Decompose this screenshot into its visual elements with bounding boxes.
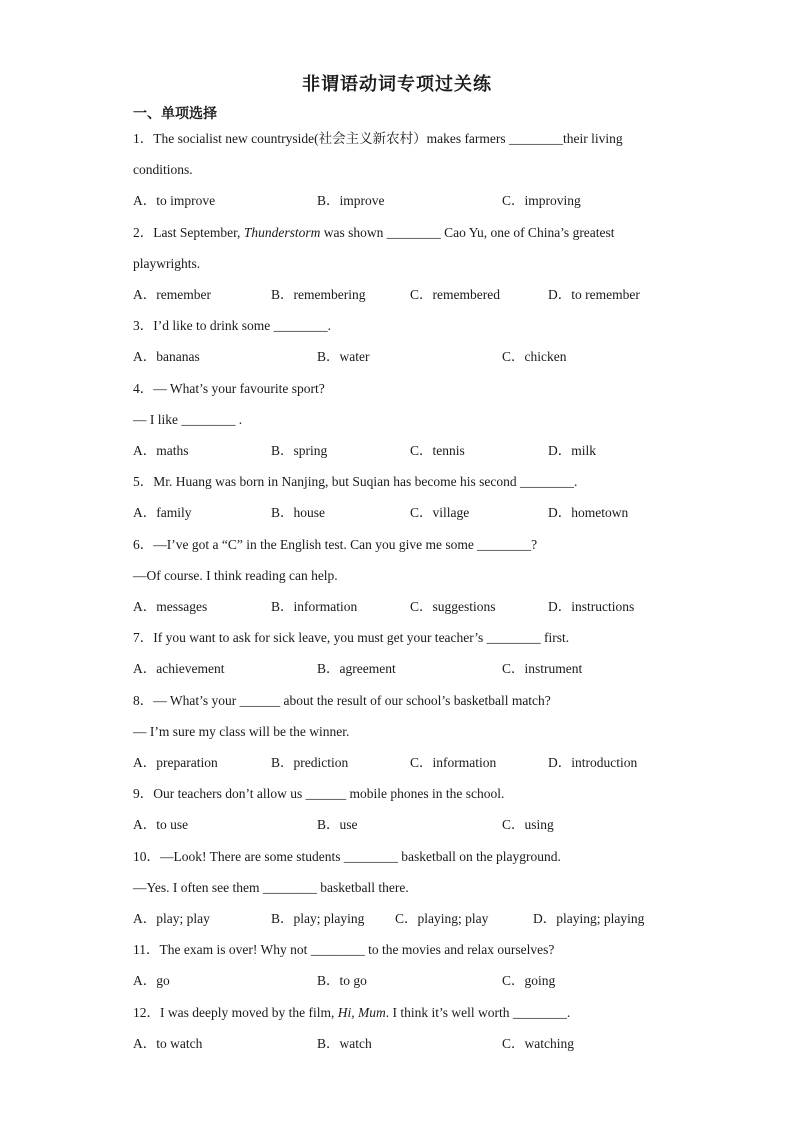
question-5-option-a[interactable]: A．family bbox=[133, 505, 192, 520]
question-4-text-cont: — I like ________ . bbox=[133, 412, 243, 427]
question-10-option-a[interactable]: A．play; play bbox=[133, 911, 210, 926]
question-4-option-d[interactable]: D．milk bbox=[548, 443, 597, 458]
question-10-text-cont: —Yes. I often see them ________ basketball there. bbox=[133, 880, 409, 895]
question-5-option-b[interactable]: B．house bbox=[271, 505, 325, 520]
question-7-option-a[interactable]: A．achievement bbox=[133, 661, 225, 676]
question-4-option-a[interactable]: A．maths bbox=[133, 443, 189, 458]
film-title-thunderstorm: Thunderstorm bbox=[243, 225, 321, 240]
question-3-text: 3．I’d like to drink some ________. bbox=[133, 318, 331, 333]
question-6-option-b[interactable]: B．information bbox=[271, 599, 358, 614]
question-5-option-c[interactable]: C．village bbox=[410, 505, 470, 520]
question-3-option-a[interactable]: A．bananas bbox=[133, 349, 200, 364]
question-8-text-cont: — I’m sure my class will be the winner. bbox=[133, 724, 350, 739]
film-title-hi-mum: Hi, Mum bbox=[337, 1005, 386, 1020]
question-11-option-b[interactable]: B．to go bbox=[317, 973, 367, 988]
question-1-text-cont: conditions. bbox=[133, 162, 193, 177]
question-6-text-cont: —Of course. I think reading can help. bbox=[133, 568, 338, 583]
question-7-option-b[interactable]: B．agreement bbox=[317, 661, 396, 676]
question-8-text: 8．— What’s your ______ about the result of our school’s basketball match? bbox=[133, 693, 551, 708]
question-12-option-a[interactable]: A．to watch bbox=[133, 1036, 203, 1051]
question-9-option-b[interactable]: B．use bbox=[317, 817, 358, 832]
question-4-text: 4．— What’s your favourite sport? bbox=[133, 381, 325, 396]
question-1-option-c[interactable]: C．improving bbox=[502, 193, 581, 208]
question-2-option-d[interactable]: D．to remember bbox=[548, 287, 640, 302]
question-1-option-b[interactable]: B．improve bbox=[317, 193, 385, 208]
question-5-text: 5．Mr. Huang was born in Nanjing, but Suqian has become his second ________. bbox=[133, 474, 578, 489]
question-9-option-a[interactable]: A．to use bbox=[133, 817, 189, 832]
question-6-option-d[interactable]: D．instructions bbox=[548, 599, 635, 614]
question-2-text-cont: playwrights. bbox=[133, 256, 201, 271]
question-2-text: 2．Last September, Thunderstorm was shown ________ Cao Yu, one of China’s greatest bbox=[133, 225, 615, 240]
question-6-option-c[interactable]: C．suggestions bbox=[410, 599, 496, 614]
question-1-option-a[interactable]: A．to improve bbox=[133, 193, 216, 208]
question-2-option-b[interactable]: B．remembering bbox=[271, 287, 366, 302]
question-10-text: 10．—Look! There are some students ________ basketball on the playground. bbox=[133, 849, 561, 864]
question-1-text: 1．The socialist new countryside(社会主义新农村）makes farmers ________their living bbox=[133, 131, 623, 146]
question-10-option-c[interactable]: C．playing; play bbox=[395, 911, 489, 926]
question-4-option-b[interactable]: B．spring bbox=[271, 443, 328, 458]
question-11-option-c[interactable]: C．going bbox=[502, 973, 556, 988]
page-title: 非谓语动词专项过关练 bbox=[302, 74, 492, 95]
question-2-option-a[interactable]: A．remember bbox=[133, 287, 211, 302]
section-heading: 一、单项选择 bbox=[133, 106, 217, 122]
question-8-option-b[interactable]: B．prediction bbox=[271, 755, 349, 770]
question-3-option-c[interactable]: C．chicken bbox=[502, 349, 567, 364]
question-8-option-a[interactable]: A．preparation bbox=[133, 755, 218, 770]
question-2-option-c[interactable]: C．remembered bbox=[410, 287, 500, 302]
question-10-option-d[interactable]: D．playing; playing bbox=[533, 911, 645, 926]
question-11-text: 11．The exam is over! Why not ________ to the movies and relax ourselves? bbox=[133, 942, 555, 957]
question-9-text: 9．Our teachers don’t allow us ______ mobile phones in the school. bbox=[133, 786, 505, 801]
question-8-option-c[interactable]: C．information bbox=[410, 755, 497, 770]
question-10-option-b[interactable]: B．play; playing bbox=[271, 911, 365, 926]
question-6-option-a[interactable]: A．messages bbox=[133, 599, 208, 614]
question-12-option-c[interactable]: C．watching bbox=[502, 1036, 574, 1051]
question-12-option-b[interactable]: B．watch bbox=[317, 1036, 372, 1051]
question-11-option-a[interactable]: A．go bbox=[133, 973, 170, 988]
question-3-option-b[interactable]: B．water bbox=[317, 349, 370, 364]
question-9-option-c[interactable]: C．using bbox=[502, 817, 554, 832]
question-4-option-c[interactable]: C．tennis bbox=[410, 443, 465, 458]
question-7-option-c[interactable]: C．instrument bbox=[502, 661, 583, 676]
question-5-option-d[interactable]: D．hometown bbox=[548, 505, 629, 520]
question-7-text: 7．If you want to ask for sick leave, you must get your teacher’s ________ first. bbox=[133, 630, 570, 645]
question-6-text: 6．—I’ve got a “C” in the English test. Can you give me some ________? bbox=[133, 537, 538, 552]
question-12-text: 12．I was deeply moved by the film, Hi, Mum. I think it’s well worth ________. bbox=[133, 1005, 571, 1020]
question-8-option-d[interactable]: D．introduction bbox=[548, 755, 638, 770]
